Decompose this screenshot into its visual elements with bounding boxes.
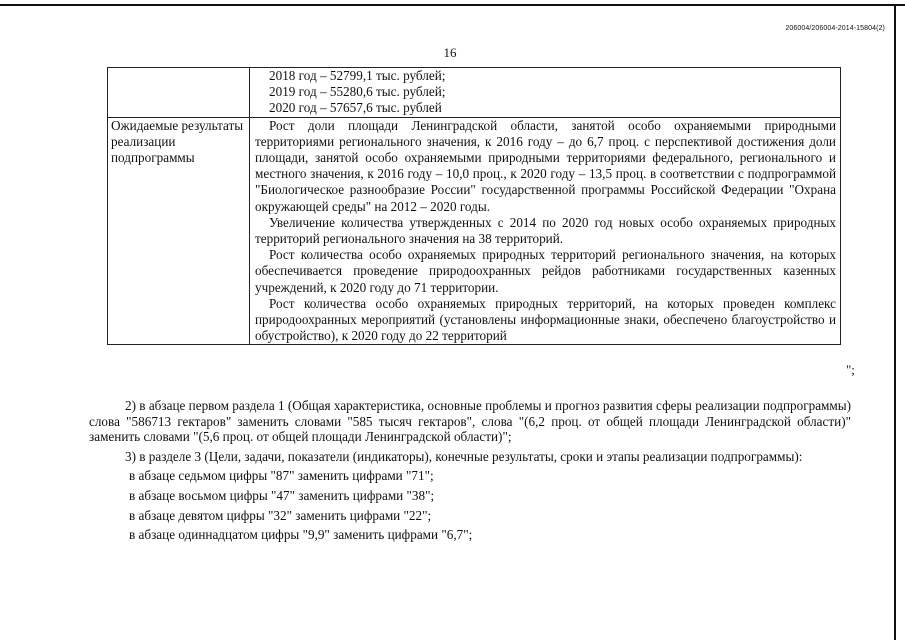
page-number: 16 bbox=[443, 45, 457, 60]
passport-table bbox=[107, 67, 841, 345]
result-paragraph: Увеличение количества утвержденных с 2014 по 2020 год новых особо охраняемых природных территорий регионального значения на 38 территорий. bbox=[255, 214, 836, 247]
amendments-text bbox=[89, 398, 851, 543]
amendment-subitem: в абзаце одиннадцатом цифры "9,9" заменить цифрами "6,7"; bbox=[129, 527, 473, 543]
result-paragraph: Рост количества особо охраняемых природных территорий регионального значения, на которых обеспечивается проведение природоохранных рейдов работниками государственных казенных учреждений, к 2020 году до 71 территории. bbox=[255, 247, 836, 295]
financing-label-cell bbox=[108, 68, 250, 118]
document-id: 206004/206004-2014-15804(2) bbox=[785, 25, 885, 32]
financing-content-cell bbox=[250, 68, 841, 118]
table-row-financing bbox=[108, 68, 841, 118]
result-paragraph: Рост количества особо охраняемых природных территорий, на которых проведен комплекс природоохранных мероприятий (установлены информационные знаки, обеспечено благоустройство и обустройство), к 2020 году до 22 территорий bbox=[255, 295, 836, 344]
financing-line: 2020 год – 57657,6 тыс. рублей bbox=[269, 100, 442, 116]
amendment-item-2: 2) в абзаце первом раздела 1 (Общая характеристика, основные проблемы и прогноз развития сферы реализации подпрограммы) слова "586713 гектаров" заменить словами "585 тысяч гектаров", слова "(6,2 проц. от общей площади Ленинградской области)" заменить словами "(5,6 проц. от общей площади Ленинградской области)"; bbox=[89, 398, 851, 445]
amendment-subitem: в абзаце восьмом цифры "47" заменить цифрами "38"; bbox=[129, 487, 435, 503]
amendment-subitem: в абзаце седьмом цифры "87" заменить цифрами "71"; bbox=[129, 468, 434, 484]
financing-line: 2019 год – 55280,6 тыс. рублей; bbox=[269, 84, 446, 100]
top-border-line bbox=[0, 4, 905, 6]
result-paragraph: Рост доли площади Ленинградской области, занятой особо охраняемыми природными территориями регионального значения, к 2016 году – до 6,7 проц. с перспективой достижения доли площади, занятой особо охраняемыми природными территориями федерального, регионального и местного значения, к 2016 году – 10,0 проц., к 2020 году – 13,5 проц. в соответствии с подпрограммой "Биологическое разнообразие России" государственной программы Российской Федерации "Охрана окружающей среды" на 2012 – 2020 годы. bbox=[255, 117, 836, 214]
right-border-line bbox=[894, 4, 896, 640]
expected-results-content bbox=[250, 117, 841, 345]
closing-quote: "; bbox=[846, 362, 855, 377]
amendment-item-3: 3) в разделе 3 (Цели, задачи, показатели (индикаторы), конечные результаты, сроки и этапы реализации подпрограммы): bbox=[125, 448, 803, 464]
financing-line: 2018 год – 52799,1 тыс. рублей; bbox=[269, 68, 446, 83]
table-row-expected-results bbox=[108, 117, 841, 345]
expected-results-label: Ожидаемые результаты реализации подпрограммы bbox=[108, 117, 250, 345]
amendment-subitem: в абзаце девятом цифры "32" заменить цифрами "22"; bbox=[129, 507, 432, 523]
